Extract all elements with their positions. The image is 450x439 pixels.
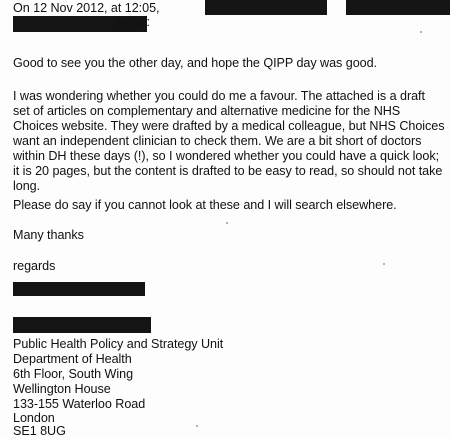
signature-line: Department of Health [13, 352, 132, 366]
redacted-sender-email [346, 0, 450, 15]
paragraph-line: within DH these days (!), so I wondered whether you could have a quick look; [13, 149, 440, 163]
paragraph-line: I was wondering whether you could do me a favour. The attached is a draft [13, 89, 425, 103]
paragraph-line: set of articles on complementary and alternative medicine for the NHS [13, 104, 401, 118]
signature-line: 133-155 Waterloo Road [13, 397, 146, 411]
paragraph-2-text: Please do say if you cannot look at these and I will search elsewhere. [13, 198, 397, 212]
paragraph-line: want an independent clinician to check them. We are a bit short of doctors [13, 134, 422, 148]
signature-line: Wellington House [13, 382, 111, 396]
signature-line: Public Health Policy and Strategy Unit [13, 337, 224, 351]
thanks-text: Many thanks [13, 228, 84, 242]
scan-speck [196, 425, 198, 427]
signature-line: SE1 8UG [13, 424, 66, 438]
scan-speck [383, 263, 385, 265]
redacted-sender-name [205, 0, 327, 15]
signature-line: 6th Floor, South Wing [13, 367, 134, 381]
scan-speck [226, 222, 228, 224]
signature-line: London [13, 411, 55, 425]
regards-text: regards [13, 259, 56, 273]
paragraph-line: it is 20 pages, but the content is drafted to be easy to read, so should not take [13, 164, 443, 178]
scan-speck [420, 31, 422, 33]
redacted-signature-name [13, 282, 145, 296]
greeting-text: Good to see you the other day, and hope the QIPP day was good. [13, 56, 378, 70]
header-prefix: On 12 Nov 2012, at 12:05, [13, 1, 160, 15]
paragraph-line: Choices website. They were drafted by a medical colleague, but NHS Choices [13, 119, 445, 133]
redacted-signature-title [13, 317, 151, 333]
header-suffix: wrote: [116, 15, 150, 29]
paragraph-line: long. [13, 179, 41, 193]
